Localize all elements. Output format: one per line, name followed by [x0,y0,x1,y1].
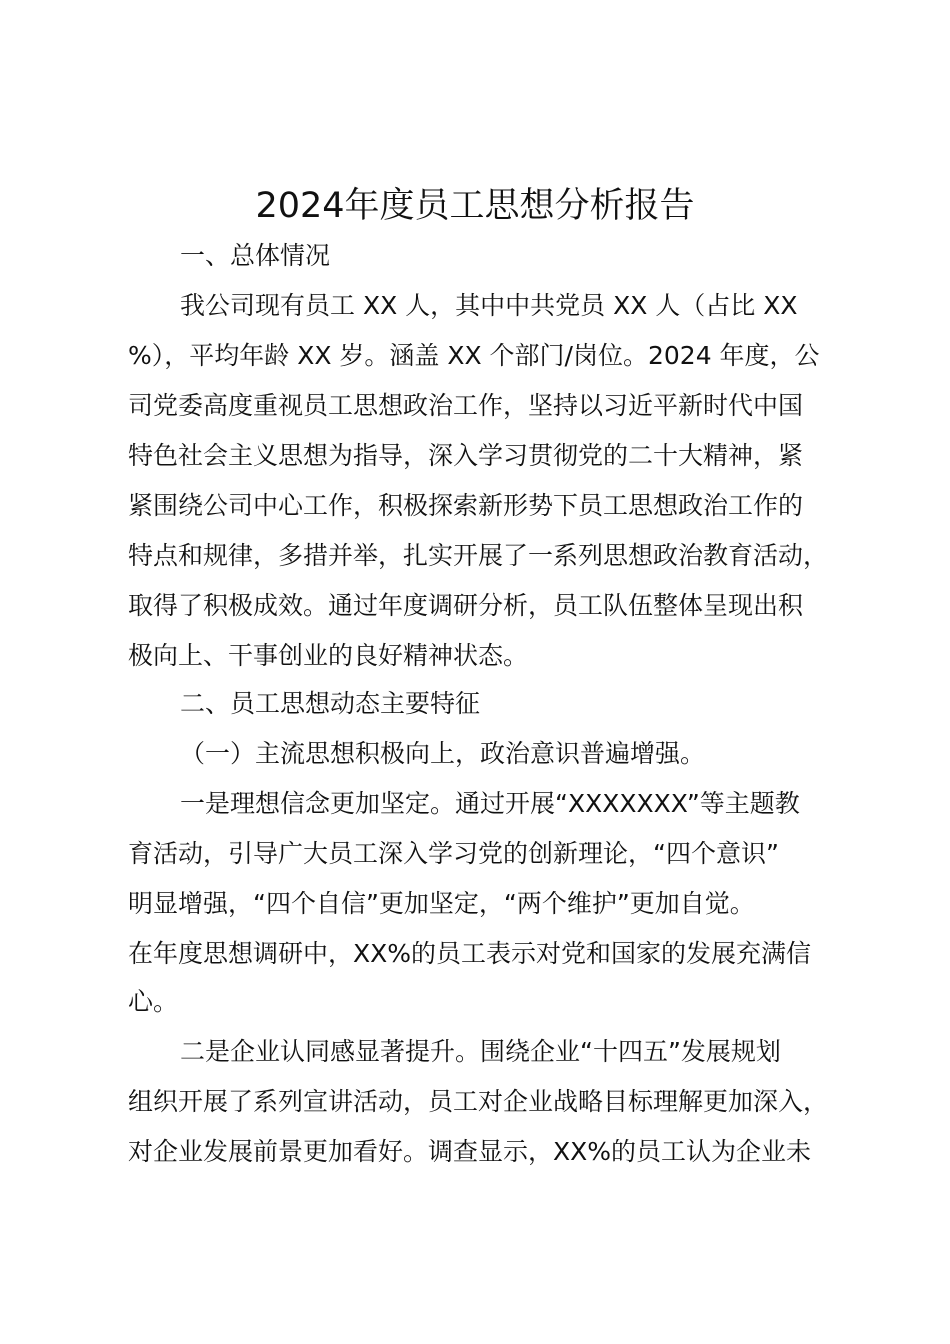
paragraph-line: 组织开展了系列宣讲活动，员工对企业战略目标理解更加深入， [128,1087,829,1116]
paragraph-line: 明显增强，“四个自信”更加坚定，“两个维护”更加自觉。 [128,889,755,918]
subsection-heading: （一）主流思想积极向上，政治意识普遍增强。 [180,739,706,768]
document-title: 2024年度员工思想分析报告 [255,186,695,226]
paragraph-line: 司党委高度重视员工思想政治工作，坚持以习近平新时代中国 [128,391,804,420]
paragraph-line: 育活动，引导广大员工深入学习党的创新理论，“四个意识” [128,839,779,868]
paragraph-line: 心。 [128,987,179,1016]
section-heading-overview: 一、总体情况 [180,241,331,270]
paragraph-line: 特色社会主义思想为指导，深入学习贯彻党的二十大精神，紧 [128,441,804,470]
paragraph-line: 二是企业认同感显著提升。围绕企业“十四五”发展规划 [180,1037,781,1066]
paragraph-line: 在年度思想调研中，XX%的员工表示对党和国家的发展充满信 [128,939,812,968]
paragraph-line: 特点和规律，多措并举，扎实开展了一系列思想政治教育活动， [128,541,829,570]
paragraph-line: 我公司现有员工 XX 人，其中中共党员 XX 人（占比 XX [180,291,798,320]
paragraph-line: %），平均年龄 XX 岁。涵盖 XX 个部门/岗位。2024 年度，公 [128,341,820,370]
paragraph-line: 极向上、干事创业的良好精神状态。 [128,641,529,670]
section-heading-features: 二、员工思想动态主要特征 [180,689,481,718]
paragraph-line: 一是理想信念更加坚定。通过开展“XXXXXXX”等主题教 [180,789,800,818]
paragraph-line: 对企业发展前景更加看好。调查显示，XX%的员工认为企业未 [128,1137,812,1166]
paragraph-line: 紧围绕公司中心工作，积极探索新形势下员工思想政治工作的 [128,491,804,520]
paragraph-line: 取得了积极成效。通过年度调研分析，员工队伍整体呈现出积 [128,591,804,620]
